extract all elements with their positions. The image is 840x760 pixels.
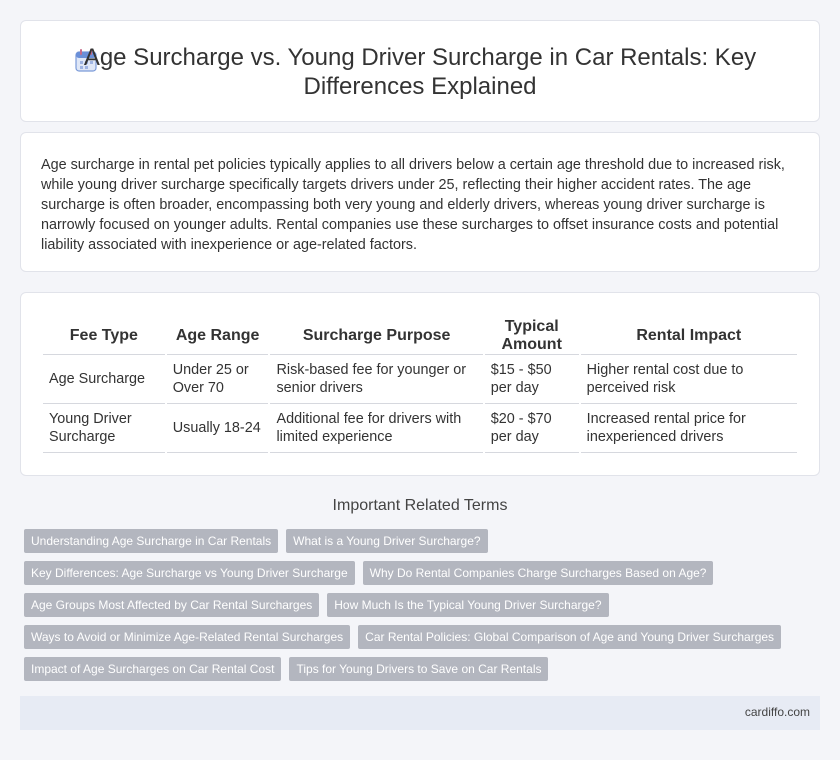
related-term-link[interactable]: Impact of Age Surcharges on Car Rental Cost	[24, 657, 281, 681]
intro-paragraph: Age surcharge in rental pet policies typically applies to all drivers below a certain age threshold due to increased risk, while young driver surcharge specifically targets drivers under 25, reflecting their higher accident rates. The age surcharge is often broader, encompassing both very young and elderly drivers, whereas young driver surcharge is narrowly focused on younger adults. Rental companies use these surcharges to offset insurance costs and potential liability associated with inexperience or age-related factors.	[41, 157, 785, 253]
header-age-range: Age Range	[167, 317, 269, 355]
related-term-link[interactable]: How Much Is the Typical Young Driver Surcharge?	[327, 593, 608, 617]
related-term-link[interactable]: Car Rental Policies: Global Comparison of Age and Young Driver Surcharges	[358, 625, 781, 649]
related-term-link[interactable]: Key Differences: Age Surcharge vs Young Driver Surcharge	[24, 561, 355, 585]
cell-fee-type: Age Surcharge	[43, 355, 165, 404]
related-terms-list	[24, 529, 820, 681]
related-term-link[interactable]: Ways to Avoid or Minimize Age-Related Rental Surcharges	[24, 625, 350, 649]
cell-rental-impact: Increased rental price for inexperienced drivers	[581, 404, 797, 453]
related-term-link[interactable]: Why Do Rental Companies Charge Surcharges Based on Age?	[363, 561, 714, 585]
cell-age-range: Under 25 or Over 70	[167, 355, 269, 404]
cell-fee-type: Young Driver Surcharge	[43, 404, 165, 453]
cell-surcharge-purpose: Additional fee for drivers with limited experience	[270, 404, 482, 453]
related-term-link[interactable]: What is a Young Driver Surcharge?	[286, 529, 487, 553]
header-surcharge-purpose: Surcharge Purpose	[270, 317, 482, 355]
related-term-link[interactable]: Understanding Age Surcharge in Car Rentals	[24, 529, 278, 553]
header-card	[20, 20, 820, 122]
related-terms-heading: Important Related Terms	[332, 497, 508, 514]
footer	[20, 696, 820, 730]
related-term-link[interactable]: Tips for Young Drivers to Save on Car Rentals	[289, 657, 548, 681]
cell-age-range: Usually 18-24	[167, 404, 269, 453]
cell-surcharge-purpose: Risk-based fee for younger or senior drivers	[270, 355, 482, 404]
cell-rental-impact: Higher rental cost due to perceived risk	[581, 355, 797, 404]
comparison-table	[41, 317, 799, 453]
table-row	[43, 355, 797, 404]
footer-site-name: cardiffo.com	[744, 705, 810, 719]
table-header-row	[43, 317, 797, 355]
header-fee-type: Fee Type	[43, 317, 165, 355]
related-term-link[interactable]: Age Groups Most Affected by Car Rental Surcharges	[24, 593, 319, 617]
intro-card	[20, 132, 820, 272]
page-title: Age Surcharge vs. Young Driver Surcharge in Car Rentals: Key Differences Explained	[83, 44, 757, 100]
title-wrap	[21, 43, 819, 101]
cell-typical-amount: $20 - $70 per day	[485, 404, 579, 453]
comparison-table-card	[20, 292, 820, 476]
header-typical-amount: Typical Amount	[485, 317, 579, 355]
table-row	[43, 404, 797, 453]
cell-typical-amount: $15 - $50 per day	[485, 355, 579, 404]
header-rental-impact: Rental Impact	[581, 317, 797, 355]
